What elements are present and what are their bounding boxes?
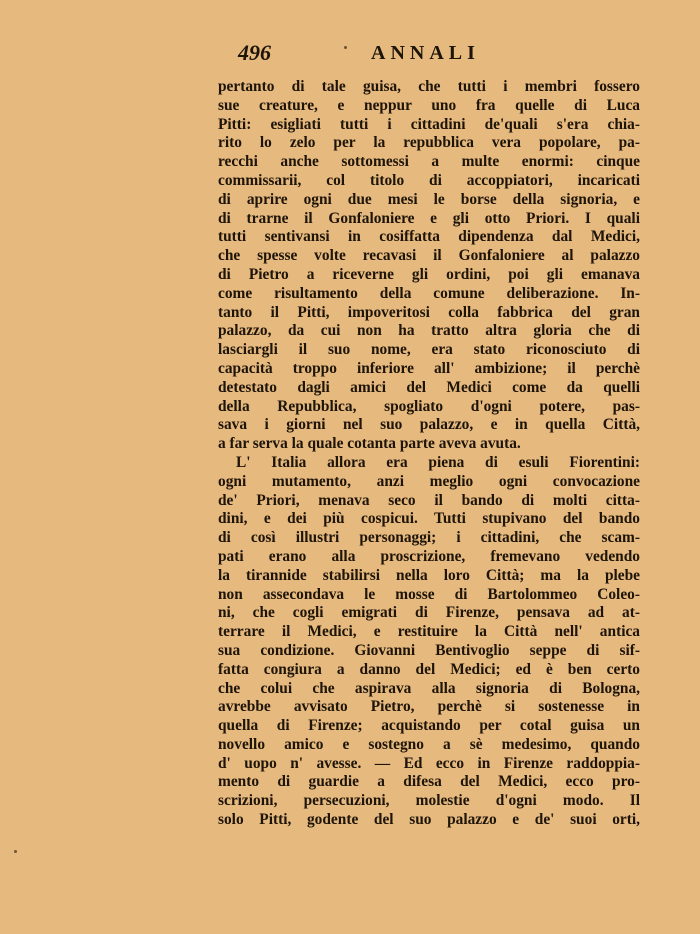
text-line: tutti sentivansi in cosiffatta dipendenza dal Medici, — [218, 228, 640, 246]
text-line: ni, che cogli emigrati di Firenze, pensava ad at- — [218, 604, 640, 622]
text-line: capacità troppo inferiore all' ambizione; il perchè — [218, 359, 640, 377]
paragraph-start-line: L' Italia allora era piena di esuli Fiorentini: — [236, 453, 640, 471]
text-line: la tirannide stabilirsi nella loro Città; ma la plebe — [218, 566, 640, 584]
text-line: pati erano alla proscrizione, fremevano vedendo — [218, 547, 640, 565]
text-line: sue creature, e neppur uno fra quelle di Luca — [218, 96, 640, 114]
body-text — [218, 78, 640, 830]
text-line: fatta congiura a danno del Medici; ed è ben certo — [218, 660, 640, 678]
text-line: Pitti: esigliati tutti i cittadini de'quali s'era chia- — [218, 115, 640, 133]
text-line: sava i giorni nel suo palazzo, e in quella Città, — [218, 416, 640, 434]
text-line: ogni mutamento, anzi meglio ogni convocazione — [218, 472, 640, 490]
text-line: scrizioni, persecuzioni, molestie d'ogni modo. Il — [218, 792, 640, 810]
text-line: quella di Firenze; acquistando per cotal guisa un — [218, 717, 640, 735]
ink-speck — [14, 850, 17, 853]
text-line: commissarii, col titolo di accoppiatori, incaricati — [218, 171, 640, 189]
text-line: recchi anche sottomessi a multe enormi: cinque — [218, 153, 640, 171]
text-line: di Pietro a riceverne gli ordini, poi gli emanava — [218, 265, 640, 283]
paragraph-end-line: a far serva la quale cotanta parte aveva avuta. — [218, 435, 521, 453]
text-line: che colui che aspirava alla signoria di Bologna, — [218, 679, 640, 697]
text-line: lasciargli il suo nome, era stato riconosciuto di — [218, 341, 640, 359]
text-line: sua condizione. Giovanni Bentivoglio seppe di sif- — [218, 641, 640, 659]
text-line: d' uopo n' avesse. — Ed ecco in Firenze raddoppia- — [218, 754, 640, 772]
text-line: di aprire ogni due mesi le borse della signoria, e — [218, 190, 640, 208]
text-line: pertanto di tale guisa, che tutti i membri fossero — [218, 78, 640, 95]
text-line: di così illustri personaggi; i cittadini, che scam- — [218, 529, 640, 547]
text-line: novello amico e sostegno a sè medesimo, quando — [218, 735, 640, 753]
page-header — [218, 40, 638, 70]
text-line: che spesse volte recavasi il Gonfaloniere al palazzo — [218, 247, 640, 265]
text-line: tanto il Pitti, impoveritosi colla fabbrica del gran — [218, 303, 640, 321]
text-line: come risultamento della comune deliberazione. In- — [218, 284, 640, 302]
text-line: de' Priori, menava seco il bando di molti citta- — [218, 491, 640, 509]
running-title: ANNALI — [371, 42, 480, 64]
text-line: dini, e dei più cospicui. Tutti stupivano del bando — [218, 510, 640, 528]
text-line: rito lo zelo per la repubblica vera popolare, pa- — [218, 134, 640, 152]
text-line: di trarne il Gonfaloniere e gli otto Priori. I quali — [218, 209, 640, 227]
text-line: mento di guardie a difesa del Medici, ecco pro- — [218, 773, 640, 791]
page-number: 496 — [238, 40, 271, 65]
text-line: avrebbe avvisato Pietro, perchè si sostenesse in — [218, 698, 640, 716]
text-line: palazzo, da cui non ha tratto altra gloria che di — [218, 322, 640, 340]
ink-speck — [344, 46, 347, 49]
text-line: terrare il Medici, e restituire la Città nell' antica — [218, 623, 640, 641]
text-line: non assecondava le mosse di Bartolommeo Coleo- — [218, 585, 640, 603]
text-line: solo Pitti, godente del suo palazzo e de' suoi orti, — [218, 811, 640, 829]
text-line: della Repubblica, spogliato d'ogni potere, pas- — [218, 397, 640, 415]
text-line: detestato dagli amici del Medici come da quelli — [218, 378, 640, 396]
